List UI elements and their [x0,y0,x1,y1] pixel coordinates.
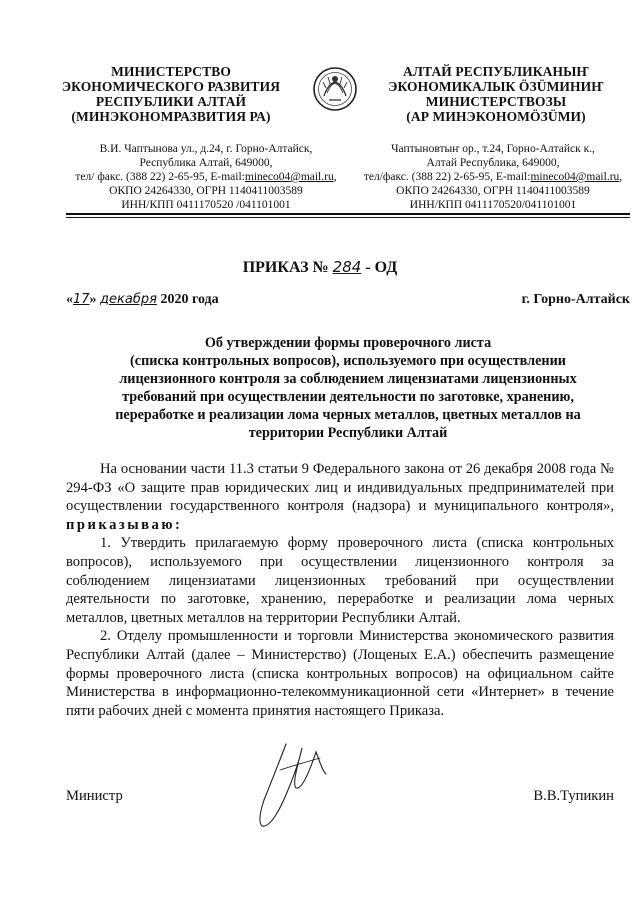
order-day: 17 [73,292,90,307]
email-link[interactable]: mineco04@mail.ru [530,171,620,183]
body-paragraph-2: 2. Отделу промышленности и торговли Министерства экономического развития Республики Алтай (далее – Министерство) (Лощеных Е.А.) обеспечить размещение формы проверочного листа (списка контрольных вопросов) на официальном сайте Министерства в информационно-телекоммуникационной сети «Интернет» в течение пяти рабочих дней с момента принятия настоящего Приказа. [66,628,614,719]
address-altai: Чаптыновтыҥ ор., т.24, Горно-Алтайск к., Алтай Республика, 649000, тел/факс. (388 22) 2-65-95, E-mail:mineco04@mail.ru, ОКПО 24264330, ОГРН 1140411003589 ИНН/КПП 0411170520/041101001 [363,143,623,211]
letterhead-divider-thin [66,217,630,218]
org-name-russian: МИНИСТЕРСТВО ЭКОНОМИЧЕСКОГО РАЗВИТИЯ РЕСПУБЛИКИ АЛТАЙ (МИНЭКОНОМРАЗВИТИЯ РА) [61,64,281,124]
order-title: ПРИКАЗ № 284 - ОД [242,258,398,276]
order-number: 284 [332,258,362,276]
address-russian: В.И. Чаптынова ул., д.24, г. Горно-Алтайск, Республика Алтай, 649000, тел/ факс. (388 22) 2-65-95, E-mail:mineco04@mail.ru, ОКПО 24264330, ОГРН 1140411003589 ИНН/КПП 0411170520 /041101001 [75,143,337,211]
order-date: «17» декабря 2020 года [66,292,219,307]
order-city: г. Горно-Алтайск [521,292,630,307]
handwritten-signature [250,740,330,830]
body-paragraph-1: 1. Утвердить прилагаемую форму проверочного листа (списка контрольных вопросов), используемого при осуществлении лицензионного контроля за соблюдением лицензиатами лицензионных требований при осуществлении деятельности по заготовке, хранению, переработке и реализации лома черных металлов, цветных металлов на территории Республики Алтай. [66,535,614,626]
order-month: декабря [100,292,157,307]
date-place-line [66,292,630,316]
letterhead-divider [66,213,630,215]
order-keyword: приказываю: [66,516,183,533]
signer-name: В.В.Тупикин [533,788,614,804]
body-paragraph-basis: На основании части 11.3 статьи 9 Федерального закона от 26 декабря 2008 года № 294-ФЗ «О защите прав юридических лиц и индивидуальных предпринимателей при осуществлении государственного контроля (надзора) и муниципального контроля», приказываю: [66,461,614,533]
order-body [66,460,614,720]
org-name-altai: АЛТАЙ РЕСПУБЛИКАНЫҤ ЭКОНОМИКАЛЫК ÖЗÜМИНИҤ МИНИСТЕРСТВОЗЫ (АР МИНЭКОНОМÖЗÜМИ) [388,64,604,124]
email-link[interactable]: mineco04@mail.ru [244,171,334,183]
coat-of-arms-icon [312,60,358,118]
order-subject: Об утверждении формы проверочного листа (списка контрольных вопросов), используемого при осуществлении лицензионного контроля за соблюдением лицензиатами лицензионных требований при осуществлении деятельности по заготовке, хранению, переработке и реализации лома черных металлов, цветных металлов на территории Республики Алтай [115,335,581,441]
signer-title: Министр [66,788,123,804]
